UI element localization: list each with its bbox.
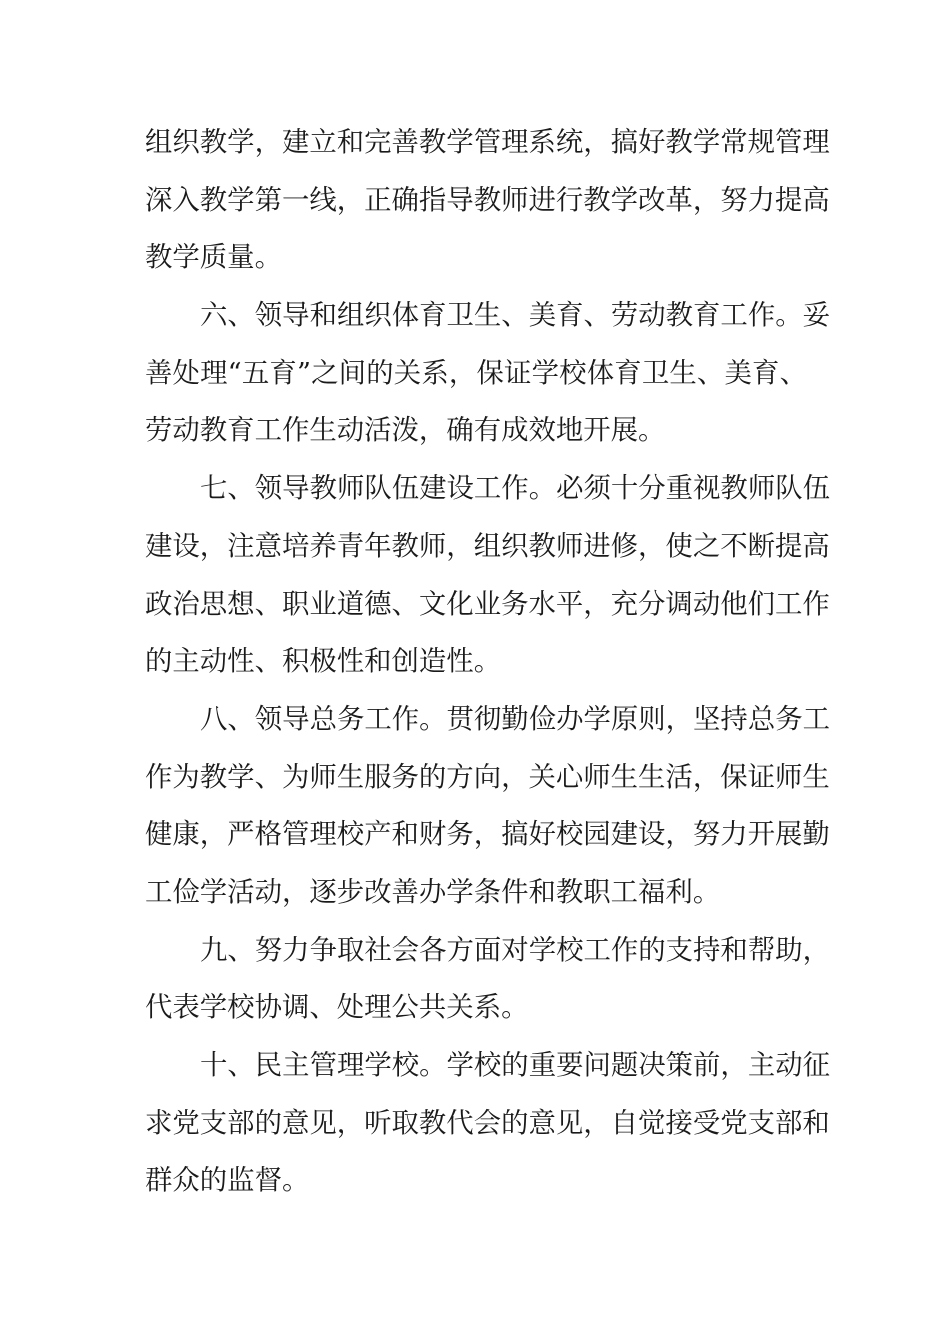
paragraph-6-first-line: 六、领导和组织体育卫生、美育、劳动教育工作。妥 <box>200 300 830 332</box>
document-body <box>145 114 830 1210</box>
text-line: 求党支部的意见，听取教代会的意见，自觉接受党支部和 <box>145 1107 830 1139</box>
text-line: 教学质量。 <box>145 242 282 274</box>
paragraph-9-first-line: 九、努力争取社会各方面对学校工作的支持和帮助， <box>200 934 830 966</box>
text-line: 建设，注意培养青年教师，组织教师进修，使之不断提高 <box>145 530 830 562</box>
text-line: 工俭学活动，逐步改善办学条件和教职工福利。 <box>145 876 721 908</box>
text-line: 劳动教育工作生动活泼，确有成效地开展。 <box>145 415 666 447</box>
text-line: 群众的监督。 <box>145 1165 310 1197</box>
paragraph-7-first-line: 七、领导教师队伍建设工作。必须十分重视教师队伍 <box>200 473 830 505</box>
text-line: 组织教学，建立和完善教学管理系统，搞好教学常规管理 <box>145 127 830 158</box>
text-line: 深入教学第一线，正确指导教师进行教学改革，努力提高 <box>145 184 830 216</box>
text-line: 政治思想、职业道德、文化业务水平，充分调动他们工作 <box>145 588 830 620</box>
text-line: 作为教学、为师生服务的方向，关心师生生活，保证师生 <box>145 761 830 793</box>
text-line: 善处理“五育”之间的关系，保证学校体育卫生、美育、 <box>145 357 807 389</box>
text-line: 的主动性、积极性和创造性。 <box>145 646 502 678</box>
paragraph-10-first-line: 十、民主管理学校。学校的重要问题决策前，主动征 <box>200 1050 830 1081</box>
text-line: 代表学校协调、处理公共关系。 <box>145 992 529 1024</box>
paragraph-8-first-line: 八、领导总务工作。贯彻勤俭办学原则，坚持总务工 <box>200 703 830 735</box>
text-line: 健康，严格管理校产和财务，搞好校园建设，努力开展勤 <box>145 819 830 851</box>
